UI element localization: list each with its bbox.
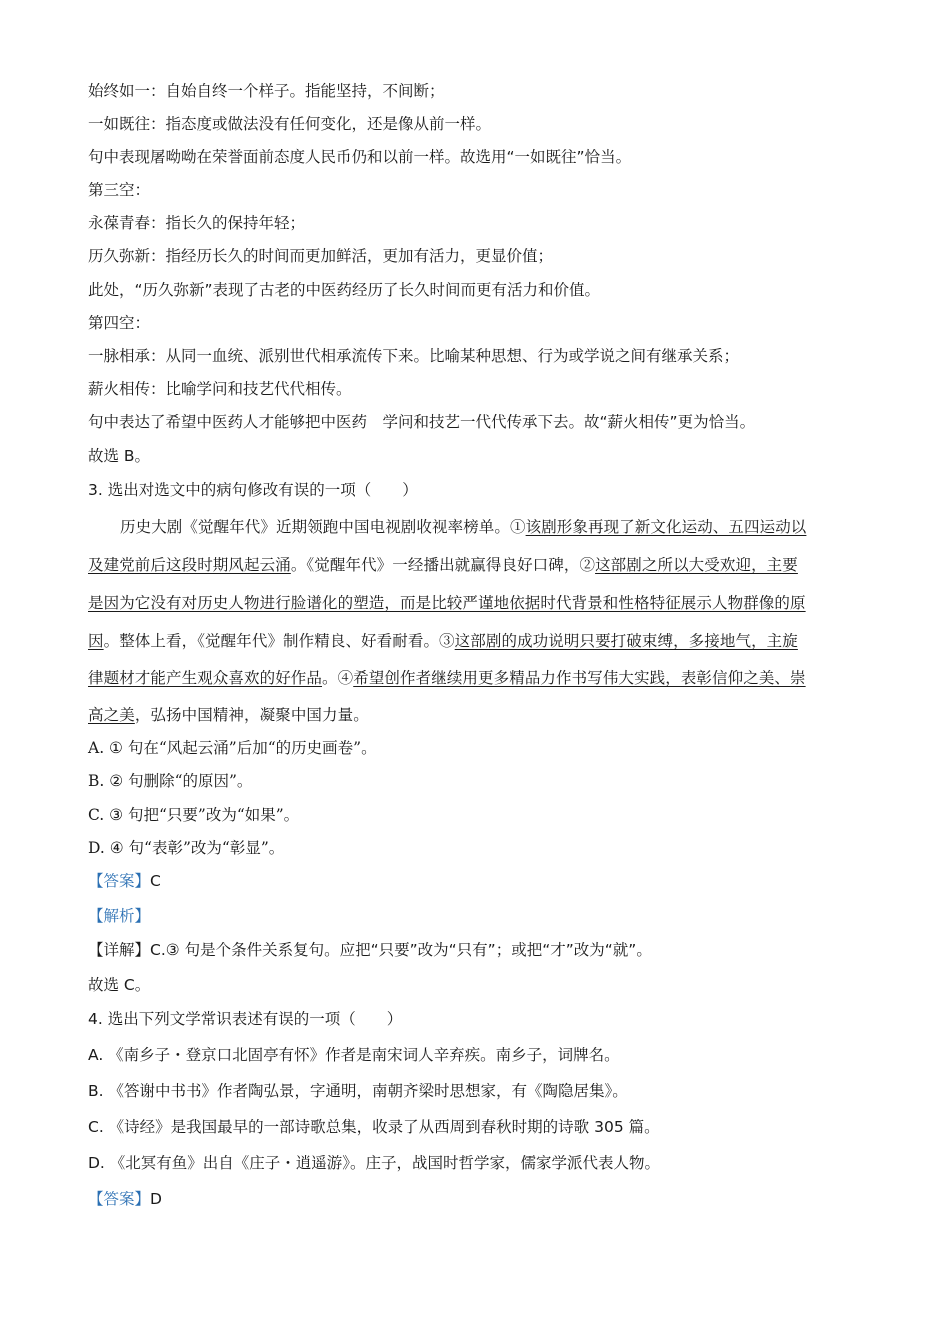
option-c: C. ③ 句把“只要”改为“如果”。 bbox=[88, 806, 300, 824]
conclusion: 故选 C。 bbox=[88, 976, 151, 994]
passage-text: 。④ bbox=[322, 669, 354, 687]
option-a: A. 《南乡子・登京口北固亭有怀》作者是南宋词人辛弃疾。南乡子，词牌名。 bbox=[88, 1046, 620, 1064]
option-d: D. ④ 句“表彰”改为“彰显”。 bbox=[88, 839, 285, 857]
answer-line bbox=[88, 1189, 162, 1209]
explanation-line: 始终如一：自始自终一个样子。指能坚持，不间断； bbox=[88, 82, 445, 100]
passage-line bbox=[88, 593, 806, 613]
conclusion: 故选 B。 bbox=[88, 447, 151, 465]
passage-line bbox=[88, 705, 369, 725]
option-a: A. ① 句在“风起云涌”后加“的历史画卷”。 bbox=[88, 739, 377, 757]
explanation-line: 薪火相传：比喻学问和技艺代代相传。 bbox=[88, 380, 352, 398]
passage-line bbox=[88, 668, 806, 688]
underlined-sentence-4: 高之美 bbox=[88, 706, 135, 724]
passage-line bbox=[88, 631, 798, 651]
underlined-sentence-1: 及建党前后这段时期风起云涌 bbox=[88, 556, 291, 574]
question-stem: 4. 选出下列文学常识表述有误的一项（ ） bbox=[88, 1010, 403, 1028]
explanation-line: 一如既往：指态度或做法没有任何变化，还是像从前一样。 bbox=[88, 115, 492, 133]
detail-tag: 【详解】 bbox=[88, 941, 151, 959]
underlined-sentence-1: 该剧形象再现了新文化运动、五四运动以 bbox=[525, 518, 807, 536]
blank-heading: 第三空： bbox=[88, 181, 151, 199]
passage-text: 历史大剧《觉醒年代》近期领跑中国电视剧收视率榜单。① bbox=[120, 518, 526, 536]
passage-text: 。整体上看，《觉醒年代》制作精良、好看耐看。③ bbox=[103, 632, 455, 650]
underlined-sentence-3: 律题材才能产生观众喜欢的好作品 bbox=[88, 669, 323, 687]
passage-line bbox=[88, 555, 798, 575]
underlined-sentence-4: 希望创作者继续用更多精品力作书写伟大实践，表彰信仰之美、崇 bbox=[353, 669, 806, 687]
passage-text: 。《觉醒年代》一经播出就赢得良好口碑，② bbox=[290, 556, 596, 574]
question-stem: 3. 选出对选文中的病句修改有误的一项（ ） bbox=[88, 481, 418, 499]
underlined-sentence-2: 是因为它没有对历史人物进行脸谱化的塑造，而是比较严谨地依据时代背景和性格特征展示人物群像的原 bbox=[88, 594, 806, 612]
answer-value: C bbox=[150, 872, 161, 890]
underlined-sentence-3: 这部剧的成功说明只要打破束缚，多接地气，主旋 bbox=[454, 632, 798, 650]
passage-text: ，弘扬中国精神，凝聚中国力量。 bbox=[134, 706, 369, 724]
explanation-line: 句中表达了希望中医药人才能够把中医药 学问和技艺一代代传承下去。故“薪火相传”更为恰当。 bbox=[88, 413, 756, 431]
option-d: D. 《北冥有鱼》出自《庄子・逍遥游》。庄子，战国时哲学家，儒家学派代表人物。 bbox=[88, 1154, 661, 1172]
explanation-line: 永葆青春：指长久的保持年轻； bbox=[88, 214, 306, 232]
option-b: B. 《答谢中书书》作者陶弘景，字通明，南朝齐梁时思想家，有《陶隐居集》。 bbox=[88, 1082, 628, 1100]
blank-heading: 第四空： bbox=[88, 314, 151, 332]
explanation-line: 一脉相承：从同一血统、派别世代相承流传下来。比喻某种思想、行为或学说之间有继承关系； bbox=[88, 347, 740, 365]
underlined-sentence-2: 因 bbox=[88, 632, 104, 650]
analysis-tag: 【解析】 bbox=[88, 907, 151, 925]
option-b: B. ② 句删除“的原因”。 bbox=[88, 772, 253, 790]
detail-line bbox=[88, 940, 652, 960]
answer-line bbox=[88, 871, 161, 891]
option-c: C. 《诗经》是我国最早的一部诗歌总集，收录了从西周到春秋时期的诗歌 305 篇。 bbox=[88, 1118, 660, 1136]
answer-value: D bbox=[150, 1190, 162, 1208]
explanation-line: 历久弥新：指经历长久的时间而更加鲜活，更加有活力，更显价值； bbox=[88, 247, 554, 265]
answer-tag: 【答案】 bbox=[88, 1190, 151, 1208]
explanation-line: 此处，“历久弥新”表现了古老的中医药经历了长久时间而更有活力和价值。 bbox=[88, 281, 601, 299]
answer-tag: 【答案】 bbox=[88, 872, 151, 890]
explanation-line: 句中表现屠呦呦在荣誉面前态度人民币仍和以前一样。故选用“一如既往”恰当。 bbox=[88, 148, 632, 166]
detail-text: C.③ 句是个条件关系复句。应把“只要”改为“只有”；或把“才”改为“就”。 bbox=[150, 941, 652, 959]
passage-line bbox=[88, 517, 806, 537]
underlined-sentence-2: 这部剧之所以大受欢迎，主要 bbox=[595, 556, 798, 574]
analysis-line bbox=[88, 906, 150, 926]
